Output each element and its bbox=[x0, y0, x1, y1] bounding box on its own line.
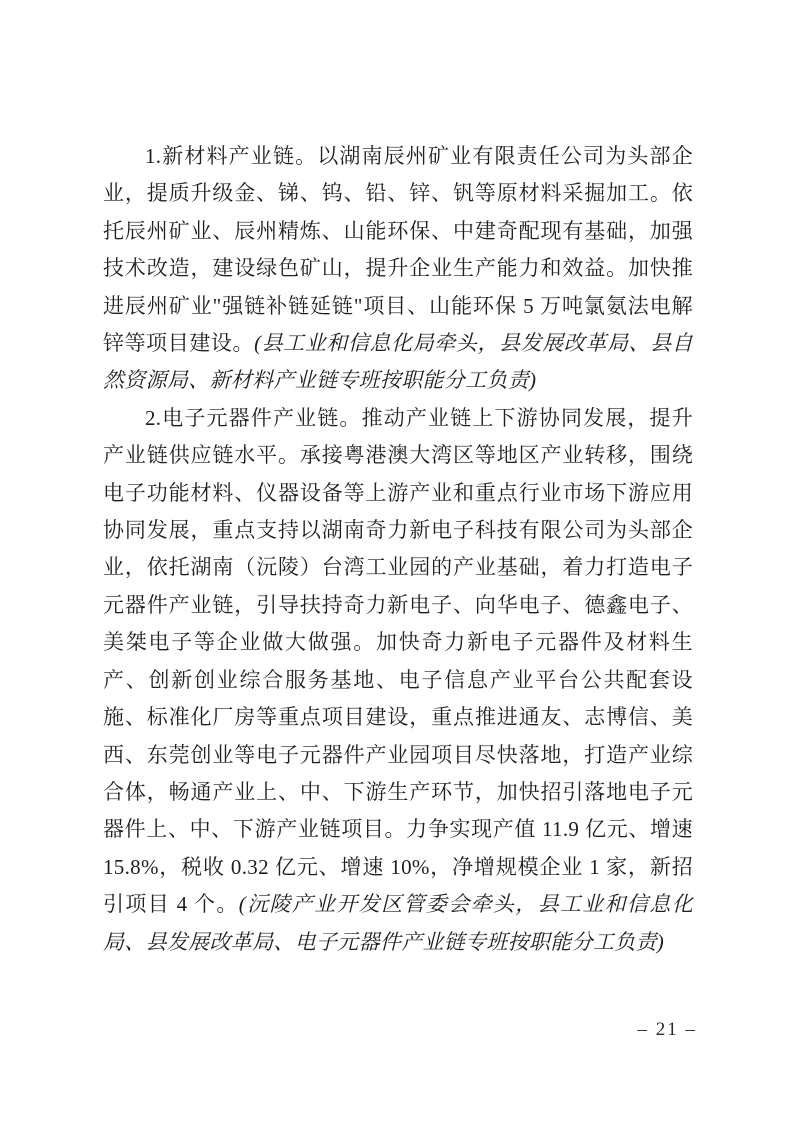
paragraph-new-materials-chain bbox=[103, 138, 693, 400]
document-body bbox=[103, 138, 693, 961]
paragraph-electronic-components-chain bbox=[103, 400, 693, 961]
paragraph-body: 推动产业链上下游协同发展，提升产业链供应链水平。承接粤港澳大湾区等地区产业转移，围绕电子功能材料、仪器设备等上游产业和重点行业市场下游应用协同发展，重点支持以湖南奇力新电子科技有限公司为头部企业，依托湖南（沅陵）台湾工业园的产业基础，着力打造电子元器件产业链，引导扶持奇力新电子、向华电子、德鑫电子、美桀电子等企业做大做强。加快奇力新电子元器件及材料生产、创新创业综合服务基地、电子信息产业平台公共配套设施、标准化厂房等重点项目建设，重点推进通友、志博信、美西、东莞创业等电子元器件产业园项目尽快落地，打造产业综合体，畅通产业上、中、下游生产环节，加快招引落地电子元器件上、中、下游产业链项目。力争实现产值 11.9 亿元、增速 15.8%，税收 0.32 亿元、增速 10%，净增规模企业 1 家，新招引项目 4 个。 bbox=[103, 405, 693, 917]
responsibility-note: (沅陵产业开发区管委会牵头，县工业和信息化局、县发展改革局、电子元器件产业链专班按职能分工负责) bbox=[103, 892, 694, 954]
paragraph-lead: 1.新材料产业链。 bbox=[145, 144, 318, 168]
paragraph-body: 以湖南辰州矿业有限责任公司为头部企业，提质升级金、锑、钨、铅、锌、钒等原材料采掘加工。依托辰州矿业、辰州精炼、山能环保、中建奇配现有基础，加强技术改造，建设绿色矿山，提升企业生产能力和效益。加快推进辰州矿业"强链补链延链"项目、山能环保 5 万吨氯氨法电解锌等项目建设。 bbox=[103, 144, 693, 356]
responsibility-note: (县工业和信息化局牵头，县发展改革局、县自然资源局、新材料产业链专班按职能分工负责) bbox=[103, 331, 693, 393]
paragraph-lead: 2.电子元器件产业链。 bbox=[145, 405, 362, 430]
page-number: – 21 – bbox=[637, 1019, 697, 1040]
